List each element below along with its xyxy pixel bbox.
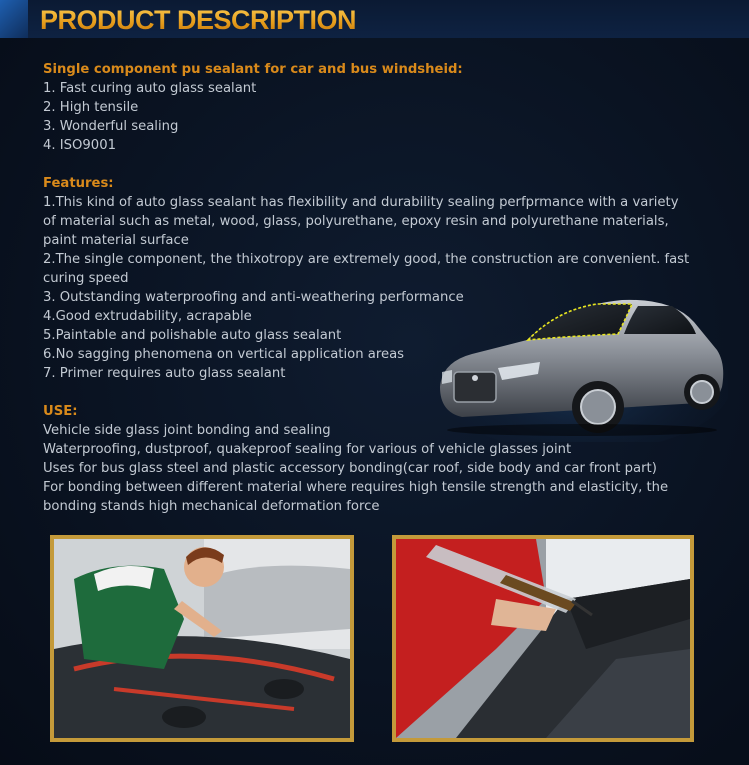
description-content bbox=[43, 60, 723, 516]
header-accent-bar bbox=[0, 0, 28, 38]
feature-line: of material such as metal, wood, glass, polyurethane, epoxy resin and polyurethane materials, bbox=[43, 214, 669, 229]
installer-photo bbox=[50, 535, 354, 742]
intro-item: 3. Wonderful sealing bbox=[43, 119, 179, 134]
feature-line: 6.No sagging phenomena on vertical application areas bbox=[43, 347, 405, 362]
use-title: USE: bbox=[43, 404, 78, 419]
use-line: Vehicle side glass joint bonding and sealing bbox=[43, 423, 331, 438]
feature-line: 3. Outstanding waterproofing and anti-weathering performance bbox=[43, 290, 464, 305]
feature-line: paint material surface bbox=[43, 233, 189, 248]
intro-item: 1. Fast curing auto glass sealant bbox=[43, 81, 257, 96]
use-line: Waterproofing, dustproof, quakeproof sealing for various of vehicle glasses joint bbox=[43, 442, 572, 457]
sealant-gun-photo bbox=[392, 535, 694, 742]
features-title: Features: bbox=[43, 176, 114, 191]
feature-line: 1.This kind of auto glass sealant has flexibility and durability sealing perfprmance with a variety bbox=[43, 195, 679, 210]
car-illustration bbox=[432, 292, 728, 442]
use-line: bonding stands high mechanical deformation force bbox=[43, 499, 380, 514]
header-banner bbox=[0, 0, 749, 38]
feature-line: 4.Good extrudability, acrapable bbox=[43, 309, 252, 324]
use-line: Uses for bus glass steel and plastic accessory bonding(car roof, side body and car front part) bbox=[43, 461, 657, 476]
feature-line: curing speed bbox=[43, 271, 129, 286]
feature-line: 5.Paintable and polishable auto glass sealant bbox=[43, 328, 342, 343]
feature-line: 2.The single component, the thixotropy are extremely good, the construction are convenient. fast bbox=[43, 252, 690, 267]
page-title: PRODUCT DESCRIPTION bbox=[40, 2, 356, 38]
intro-item: 2. High tensile bbox=[43, 100, 139, 115]
feature-line: 7. Primer requires auto glass sealant bbox=[43, 366, 286, 381]
intro-title: Single component pu sealant for car and bus windsheid: bbox=[43, 62, 463, 77]
intro-item: 4. ISO9001 bbox=[43, 138, 116, 153]
use-line: For bonding between different material where requires high tensile strength and elasticity, the bbox=[43, 480, 669, 495]
